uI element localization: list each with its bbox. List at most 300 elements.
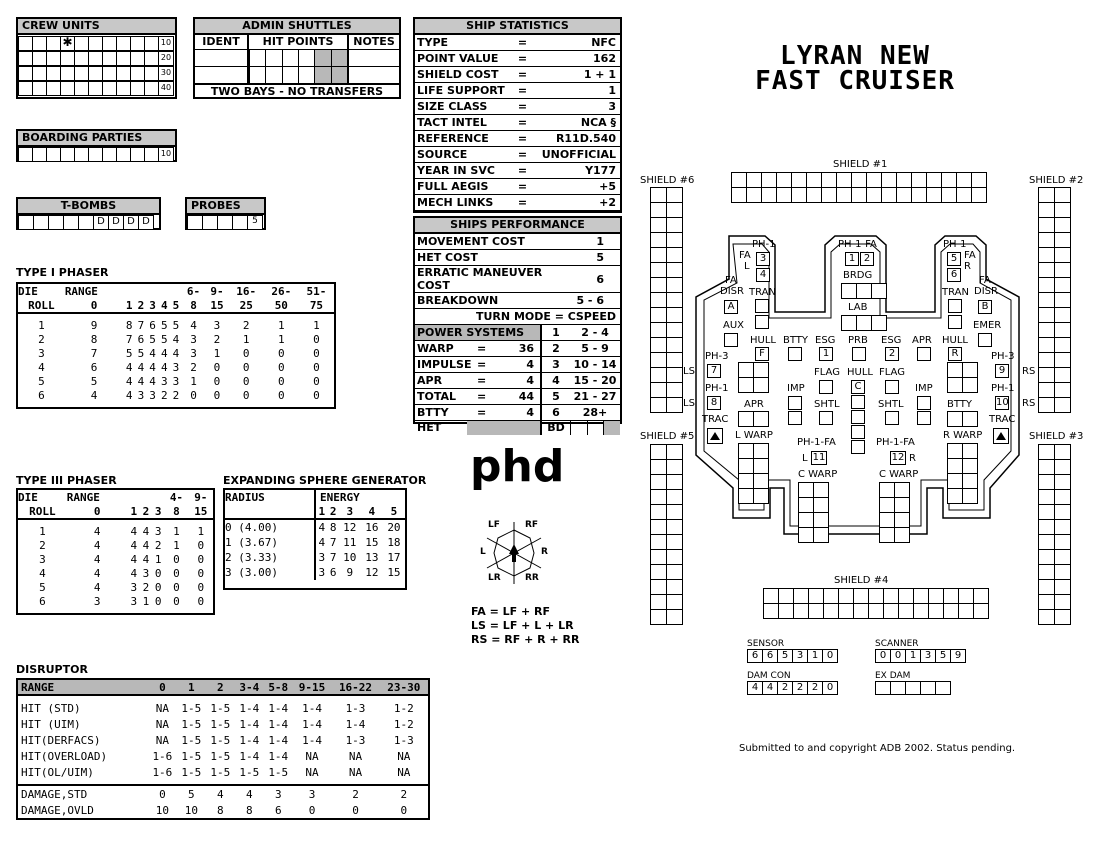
shield6-box[interactable]	[666, 187, 683, 203]
shield3-box[interactable]	[1038, 534, 1055, 550]
shield3-box[interactable]	[1038, 564, 1055, 580]
cwarp-box[interactable]	[813, 527, 829, 543]
lwarp-box[interactable]	[753, 458, 769, 474]
shield3-box[interactable]	[1054, 609, 1071, 625]
shield5-box[interactable]	[666, 504, 683, 520]
hull-box[interactable]	[947, 377, 963, 393]
boarding-box[interactable]	[130, 147, 145, 162]
shield3-box[interactable]	[1038, 609, 1055, 625]
shuttle-ident-cell[interactable]	[195, 67, 249, 83]
lab-box[interactable]	[871, 315, 887, 331]
shield1-box[interactable]	[851, 172, 867, 188]
shield6-box[interactable]	[650, 247, 667, 263]
shield3-box[interactable]	[1054, 474, 1071, 490]
shield4-box[interactable]	[868, 588, 884, 604]
esg-2-box[interactable]: 2	[885, 347, 899, 361]
shield1-box[interactable]	[776, 172, 792, 188]
shield2-box[interactable]	[1038, 217, 1055, 233]
shield5-box[interactable]	[666, 459, 683, 475]
boarding-box[interactable]	[88, 147, 103, 162]
shield6-box[interactable]	[650, 397, 667, 413]
shield2-box[interactable]	[1038, 202, 1055, 218]
shield1-box[interactable]	[821, 187, 837, 203]
hull-c-box[interactable]: C	[851, 380, 865, 394]
crew-box[interactable]	[32, 51, 47, 66]
rwarp-box[interactable]	[962, 458, 978, 474]
emer-box[interactable]	[978, 333, 992, 347]
shield4-box[interactable]	[883, 588, 899, 604]
apr-center-box[interactable]	[917, 347, 931, 361]
hull-r-box[interactable]: R	[948, 347, 962, 361]
hull-box[interactable]	[851, 395, 865, 409]
track-box[interactable]: 3	[792, 649, 808, 663]
crew-box[interactable]	[46, 66, 61, 81]
tbomb-box[interactable]	[48, 215, 64, 230]
shield1-box[interactable]	[836, 187, 852, 203]
shield2-box[interactable]	[1054, 352, 1071, 368]
phaser-10-box[interactable]: 10	[996, 397, 1009, 408]
probe-box[interactable]	[187, 215, 203, 230]
shield2-box[interactable]	[1038, 232, 1055, 248]
shield1-box[interactable]	[836, 172, 852, 188]
lwarp-box[interactable]	[753, 488, 769, 504]
shield3-box[interactable]	[1038, 549, 1055, 565]
crew-box[interactable]	[144, 81, 159, 96]
esg-1-box[interactable]: 1	[819, 347, 833, 361]
shield1-box[interactable]	[731, 172, 747, 188]
shield1-box[interactable]	[971, 172, 987, 188]
shuttle-hp-box[interactable]	[298, 50, 314, 66]
shield5-box[interactable]	[650, 444, 667, 460]
shield5-box[interactable]	[650, 594, 667, 610]
bd-box[interactable]	[570, 421, 587, 435]
shield3-box[interactable]	[1038, 579, 1055, 595]
crew-box[interactable]	[18, 66, 33, 81]
shield5-box[interactable]	[666, 534, 683, 550]
cwarp-box[interactable]	[879, 527, 895, 543]
tractor-left-box[interactable]	[707, 428, 723, 444]
shield2-box[interactable]	[1054, 307, 1071, 323]
shield1-box[interactable]	[911, 172, 927, 188]
crew-box[interactable]	[32, 66, 47, 81]
shuttle-hp-box[interactable]	[265, 67, 281, 83]
shield3-box[interactable]	[1054, 564, 1071, 580]
crew-box[interactable]	[116, 81, 131, 96]
cwarp-box[interactable]	[798, 512, 814, 528]
shield1-box[interactable]	[956, 187, 972, 203]
shield4-box[interactable]	[763, 588, 779, 604]
shield1-box[interactable]	[896, 187, 912, 203]
shuttle-box[interactable]	[819, 411, 833, 425]
shield2-box[interactable]	[1038, 367, 1055, 383]
track-box[interactable]: 1	[807, 649, 823, 663]
bridge-box[interactable]	[856, 283, 872, 299]
shield6-box[interactable]	[650, 307, 667, 323]
shield4-box[interactable]	[973, 588, 989, 604]
cwarp-box[interactable]	[813, 512, 829, 528]
boarding-box[interactable]	[60, 147, 75, 162]
shield1-box[interactable]	[941, 172, 957, 188]
shield3-box[interactable]	[1054, 444, 1071, 460]
shield4-box[interactable]	[763, 603, 779, 619]
hull-box[interactable]	[753, 377, 769, 393]
shield1-box[interactable]	[791, 187, 807, 203]
phaser-6-box[interactable]: 6	[947, 268, 961, 282]
shield6-box[interactable]	[666, 217, 683, 233]
disruptor-a-box[interactable]: A	[724, 300, 738, 314]
track-box[interactable]	[890, 681, 906, 695]
shield1-box[interactable]	[881, 172, 897, 188]
shuttle-hp-box[interactable]	[265, 50, 281, 66]
shuttle-hp-box[interactable]	[331, 67, 347, 83]
shield5-box[interactable]	[650, 489, 667, 505]
tbomb-box[interactable]	[33, 215, 49, 230]
shield4-box[interactable]	[808, 603, 824, 619]
lwarp-box[interactable]	[753, 473, 769, 489]
shield2-box[interactable]	[1054, 217, 1071, 233]
shield4-box[interactable]	[808, 588, 824, 604]
cwarp-box[interactable]	[798, 497, 814, 513]
shield4-box[interactable]	[883, 603, 899, 619]
rwarp-box[interactable]	[962, 443, 978, 459]
disruptor-b-box[interactable]: B	[978, 300, 992, 314]
shield2-box[interactable]	[1038, 307, 1055, 323]
shield1-box[interactable]	[881, 187, 897, 203]
crew-box[interactable]	[116, 51, 131, 66]
crew-box[interactable]	[60, 66, 75, 81]
lab-box[interactable]	[841, 315, 857, 331]
shield5-box[interactable]	[666, 444, 683, 460]
bridge-box[interactable]	[871, 283, 887, 299]
cwarp-box[interactable]	[879, 512, 895, 528]
shield5-box[interactable]	[650, 534, 667, 550]
shield2-box[interactable]	[1038, 187, 1055, 203]
shield4-box[interactable]	[853, 588, 869, 604]
shield1-box[interactable]	[746, 172, 762, 188]
btty-box[interactable]	[962, 411, 978, 427]
shuttle-hp-box[interactable]	[314, 67, 330, 83]
shuttle-hp-box[interactable]	[331, 50, 347, 66]
shield6-box[interactable]	[666, 202, 683, 218]
shuttle-box[interactable]	[885, 411, 899, 425]
shield4-box[interactable]	[898, 588, 914, 604]
shield6-box[interactable]	[650, 292, 667, 308]
shield6-box[interactable]	[666, 382, 683, 398]
track-box[interactable]: 2	[792, 681, 808, 695]
shield2-box[interactable]	[1054, 202, 1071, 218]
shield4-box[interactable]	[823, 603, 839, 619]
track-box[interactable]: 3	[920, 649, 936, 663]
shield4-box[interactable]	[958, 603, 974, 619]
hull-f-box[interactable]: F	[755, 347, 769, 361]
boarding-box[interactable]	[74, 147, 89, 162]
shield1-box[interactable]	[926, 187, 942, 203]
shield3-box[interactable]	[1038, 459, 1055, 475]
btty-box[interactable]	[947, 411, 963, 427]
lwarp-box[interactable]	[753, 443, 769, 459]
track-box[interactable]: 6	[762, 649, 778, 663]
crew-box[interactable]	[74, 81, 89, 96]
shield3-box[interactable]	[1054, 594, 1071, 610]
shield5-box[interactable]	[650, 579, 667, 595]
shuttle-hp-box[interactable]	[249, 67, 265, 83]
phaser-7-box[interactable]: 7	[707, 364, 721, 378]
shield4-box[interactable]	[793, 603, 809, 619]
shield4-box[interactable]	[823, 588, 839, 604]
shield6-box[interactable]	[650, 187, 667, 203]
transporter-box[interactable]	[948, 299, 962, 313]
cwarp-box[interactable]	[813, 482, 829, 498]
hull-box[interactable]	[851, 425, 865, 439]
crew-box[interactable]	[102, 51, 117, 66]
bd-box[interactable]	[603, 421, 620, 435]
crew-box[interactable]	[60, 51, 75, 66]
shield1-box[interactable]	[776, 187, 792, 203]
crew-box[interactable]	[102, 81, 117, 96]
shield2-box[interactable]	[1038, 262, 1055, 278]
shield1-box[interactable]	[971, 187, 987, 203]
shuttle-hp-box[interactable]	[249, 50, 265, 66]
shield2-box[interactable]	[1054, 367, 1071, 383]
shield2-box[interactable]	[1054, 232, 1071, 248]
track-box[interactable]: 4	[762, 681, 778, 695]
shield1-box[interactable]	[806, 172, 822, 188]
tbomb-box[interactable]	[78, 215, 94, 230]
hull-box[interactable]	[738, 362, 754, 378]
shield4-box[interactable]	[958, 588, 974, 604]
rwarp-box[interactable]	[962, 473, 978, 489]
rwarp-box[interactable]	[947, 488, 963, 504]
shield1-box[interactable]	[866, 172, 882, 188]
cwarp-box[interactable]	[894, 527, 910, 543]
track-box[interactable]	[905, 681, 921, 695]
shield3-box[interactable]	[1054, 534, 1071, 550]
track-box[interactable]: 5	[935, 649, 951, 663]
shield2-box[interactable]	[1038, 292, 1055, 308]
shield6-box[interactable]	[666, 337, 683, 353]
shield3-box[interactable]	[1038, 444, 1055, 460]
shield1-box[interactable]	[911, 187, 927, 203]
shield6-box[interactable]	[666, 277, 683, 293]
shield2-box[interactable]	[1038, 352, 1055, 368]
het-track[interactable]	[467, 421, 540, 435]
crew-box[interactable]	[74, 36, 89, 51]
hull-box[interactable]	[851, 410, 865, 424]
crew-box[interactable]	[130, 51, 145, 66]
shield3-box[interactable]	[1038, 489, 1055, 505]
shield4-box[interactable]	[778, 603, 794, 619]
crew-box[interactable]	[32, 81, 47, 96]
transporter-box[interactable]	[755, 315, 769, 329]
track-box[interactable]	[875, 681, 891, 695]
boarding-box[interactable]	[46, 147, 61, 162]
hull-box[interactable]	[962, 362, 978, 378]
hull-box[interactable]	[851, 440, 865, 454]
probe-box[interactable]	[202, 215, 218, 230]
tractor-right-box[interactable]	[993, 428, 1009, 444]
shield1-box[interactable]	[731, 187, 747, 203]
crew-box[interactable]: ✱	[60, 36, 75, 51]
shield6-box[interactable]	[650, 202, 667, 218]
shield4-box[interactable]	[778, 588, 794, 604]
shield4-box[interactable]	[943, 588, 959, 604]
shield5-box[interactable]	[650, 459, 667, 475]
rwarp-box[interactable]	[947, 473, 963, 489]
shield1-box[interactable]	[896, 172, 912, 188]
shield5-box[interactable]	[666, 519, 683, 535]
shield4-box[interactable]	[928, 588, 944, 604]
shield2-box[interactable]	[1054, 397, 1071, 413]
shield6-box[interactable]	[650, 262, 667, 278]
shield3-box[interactable]	[1054, 489, 1071, 505]
cwarp-box[interactable]	[894, 512, 910, 528]
transporter-box[interactable]	[755, 299, 769, 313]
shield1-box[interactable]	[761, 172, 777, 188]
shield4-box[interactable]	[913, 603, 929, 619]
track-box[interactable]: 0	[890, 649, 906, 663]
shield6-box[interactable]	[666, 397, 683, 413]
shield1-box[interactable]	[866, 187, 882, 203]
shield2-box[interactable]	[1038, 397, 1055, 413]
crew-box[interactable]	[88, 36, 103, 51]
track-box[interactable]	[920, 681, 936, 695]
shield1-box[interactable]	[806, 187, 822, 203]
lwarp-box[interactable]	[738, 458, 754, 474]
crew-box[interactable]	[116, 66, 131, 81]
shield3-box[interactable]	[1054, 579, 1071, 595]
crew-box[interactable]	[32, 36, 47, 51]
shield3-box[interactable]	[1038, 504, 1055, 520]
aux-box[interactable]	[724, 333, 738, 347]
shield6-box[interactable]	[666, 322, 683, 338]
impulse-box[interactable]	[788, 411, 802, 425]
dummy-tbomb-box[interactable]: D	[93, 215, 109, 230]
shield6-box[interactable]	[666, 247, 683, 263]
crew-box[interactable]	[88, 66, 103, 81]
shield5-box[interactable]	[666, 549, 683, 565]
dummy-tbomb-box[interactable]: D	[123, 215, 139, 230]
hull-box[interactable]	[947, 362, 963, 378]
shuttle-hp-box[interactable]	[298, 67, 314, 83]
probe-box[interactable]	[217, 215, 233, 230]
shield6-box[interactable]	[666, 292, 683, 308]
phaser-2-box[interactable]: 2	[860, 252, 874, 266]
shield3-box[interactable]	[1054, 549, 1071, 565]
hull-box[interactable]	[753, 362, 769, 378]
crew-box[interactable]	[116, 36, 131, 51]
phaser-4-box[interactable]: 4	[756, 268, 770, 282]
shield5-box[interactable]	[666, 489, 683, 505]
shield3-box[interactable]	[1038, 594, 1055, 610]
shuttle-ident-cell[interactable]	[195, 50, 249, 66]
shield5-box[interactable]	[650, 519, 667, 535]
track-box[interactable]: 0	[875, 649, 891, 663]
lwarp-box[interactable]	[738, 443, 754, 459]
shield1-box[interactable]	[926, 172, 942, 188]
shield2-box[interactable]	[1038, 382, 1055, 398]
impulse-box[interactable]	[788, 396, 802, 410]
shield6-box[interactable]	[650, 217, 667, 233]
crew-box[interactable]	[18, 81, 33, 96]
shield5-box[interactable]	[650, 549, 667, 565]
shield2-box[interactable]	[1038, 247, 1055, 263]
shield4-box[interactable]	[928, 603, 944, 619]
boarding-box[interactable]	[116, 147, 131, 162]
probe-box[interactable]	[232, 215, 248, 230]
shield2-box[interactable]	[1054, 247, 1071, 263]
cwarp-box[interactable]	[798, 527, 814, 543]
shield6-box[interactable]	[650, 367, 667, 383]
track-box[interactable]: 2	[807, 681, 823, 695]
shield5-box[interactable]	[650, 504, 667, 520]
impulse-box[interactable]	[917, 396, 931, 410]
shield2-box[interactable]	[1038, 322, 1055, 338]
rwarp-box[interactable]	[947, 458, 963, 474]
cwarp-box[interactable]	[894, 497, 910, 513]
shield2-box[interactable]	[1054, 262, 1071, 278]
impulse-box[interactable]	[917, 411, 931, 425]
crew-box[interactable]	[144, 66, 159, 81]
shield1-box[interactable]	[821, 172, 837, 188]
crew-box[interactable]	[88, 51, 103, 66]
shield6-box[interactable]	[650, 352, 667, 368]
shield5-box[interactable]	[666, 594, 683, 610]
cwarp-box[interactable]	[894, 482, 910, 498]
shield1-box[interactable]	[746, 187, 762, 203]
crew-box[interactable]	[130, 66, 145, 81]
shield4-box[interactable]	[973, 603, 989, 619]
crew-box[interactable]	[46, 36, 61, 51]
track-box[interactable]	[935, 681, 951, 695]
shield4-box[interactable]	[913, 588, 929, 604]
shield3-box[interactable]	[1038, 519, 1055, 535]
track-box[interactable]: 9	[950, 649, 966, 663]
lab-box[interactable]	[856, 315, 872, 331]
apr-box[interactable]	[738, 411, 754, 427]
lwarp-box[interactable]	[738, 473, 754, 489]
shield3-box[interactable]	[1038, 474, 1055, 490]
shuttle-notes-cell[interactable]	[349, 67, 399, 83]
shield5-box[interactable]	[650, 474, 667, 490]
crew-box[interactable]	[46, 51, 61, 66]
shield5-box[interactable]	[666, 609, 683, 625]
apr-box[interactable]	[753, 411, 769, 427]
rwarp-box[interactable]	[962, 488, 978, 504]
track-box[interactable]: 6	[747, 649, 763, 663]
shield5-box[interactable]	[666, 564, 683, 580]
shield3-box[interactable]	[1054, 459, 1071, 475]
shield6-box[interactable]	[650, 277, 667, 293]
boarding-box[interactable]	[144, 147, 159, 162]
shield6-box[interactable]	[666, 307, 683, 323]
crew-box[interactable]	[18, 36, 33, 51]
phaser-12-box[interactable]: 12	[891, 452, 905, 463]
boarding-box[interactable]	[32, 147, 47, 162]
shield6-box[interactable]	[650, 337, 667, 353]
shield6-box[interactable]	[650, 322, 667, 338]
phaser-8-box[interactable]: 8	[707, 396, 721, 410]
crew-box[interactable]	[74, 51, 89, 66]
track-box[interactable]: 0	[822, 681, 838, 695]
cwarp-box[interactable]	[813, 497, 829, 513]
phaser-5-box[interactable]: 5	[947, 252, 961, 266]
shield1-box[interactable]	[851, 187, 867, 203]
shield3-box[interactable]	[1054, 519, 1071, 535]
rwarp-box[interactable]	[947, 443, 963, 459]
phaser-3-box[interactable]: 3	[756, 252, 770, 266]
crew-box[interactable]	[144, 36, 159, 51]
phaser-9-box[interactable]: 9	[995, 364, 1009, 378]
